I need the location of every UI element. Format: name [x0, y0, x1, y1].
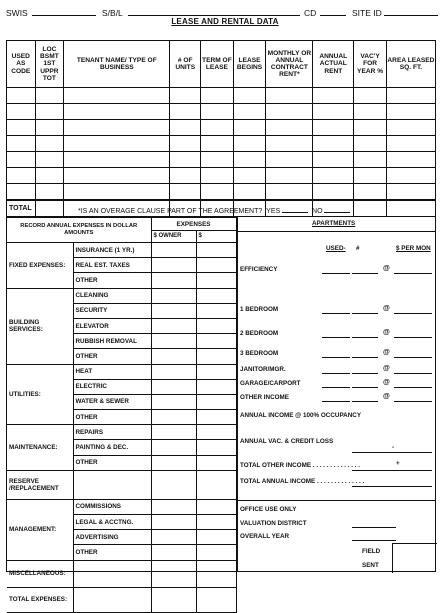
- used-field[interactable]: [322, 401, 350, 402]
- total-label: TOTAL: [7, 200, 36, 217]
- item-other: OTHER: [73, 273, 151, 288]
- expenses-header: EXPENSES: [151, 218, 236, 231]
- other-income-field[interactable]: [352, 470, 432, 471]
- apartment-row-label: GARAGE/CARPORT: [240, 380, 301, 387]
- item-real-estate-taxes: REAL EST. TAXES: [73, 258, 151, 273]
- overage-question: [78, 206, 350, 215]
- overage-yes-field[interactable]: [282, 206, 308, 213]
- office-rule: [238, 500, 435, 501]
- item-water-sewer: WATER & SEWER: [73, 394, 151, 409]
- table-row[interactable]: [7, 88, 436, 104]
- dollar-label: $: [196, 231, 236, 243]
- field-label: FIELD: [362, 548, 381, 555]
- used-label: USED-: [326, 245, 346, 252]
- apartment-row-label: JANITOR/MGR.: [240, 366, 286, 373]
- swis-label: SWIS: [6, 8, 28, 18]
- unit-count-field[interactable]: [352, 313, 378, 314]
- amount-cell[interactable]: [196, 243, 236, 258]
- item-legal-accounting: LEGAL & ACCTNG.: [73, 515, 151, 530]
- at-sign: @: [383, 265, 390, 272]
- item-other: OTHER: [73, 410, 151, 425]
- item-repairs: REPAIRS: [73, 425, 151, 440]
- apartments-title: APARTMENTS: [312, 220, 356, 227]
- col-vacancy: VAC'Y FOR YEAR %: [354, 41, 387, 88]
- item-commissions: COMMISSIONS: [73, 499, 151, 514]
- at-sign: @: [383, 329, 390, 336]
- used-field[interactable]: [322, 357, 350, 358]
- col-contract-rent: MONTHLY OR ANNUAL CONTRACT RENT*: [266, 41, 313, 88]
- sent-label: SENT: [362, 562, 379, 569]
- group-maintenance: MAINTENANCE:: [7, 425, 73, 471]
- group-fixed-expenses: FIXED EXPENSES:: [7, 243, 73, 289]
- site-id-field[interactable]: [384, 6, 438, 16]
- minus-sign: -: [392, 444, 395, 451]
- per-month-field[interactable]: [394, 337, 432, 338]
- site-id-label: SITE ID: [352, 8, 382, 18]
- cd-label: CD: [304, 8, 317, 18]
- item-other: OTHER: [73, 349, 151, 364]
- annual-vac-label: ANNUAL VAC. & CREDIT LOSS: [240, 438, 334, 445]
- total-annual-income-label: TOTAL ANNUAL INCOME . . . . . . . . . . . . . .: [240, 478, 365, 485]
- at-sign: @: [383, 305, 390, 312]
- office-use-label: OFFICE USE ONLY: [240, 506, 297, 513]
- col-lease-begins: LEASE BEGINS: [233, 41, 266, 88]
- item-rubbish-removal: RUBBISH REMOVAL: [73, 334, 151, 349]
- plus-sign: +: [396, 460, 400, 467]
- sbl-label: S/B/L: [102, 8, 123, 18]
- apartment-row-label: 2 BEDROOM: [240, 330, 279, 337]
- col-units: # OF UNITS: [170, 41, 201, 88]
- apartment-row-label: OTHER INCOME: [240, 394, 289, 401]
- col-location: LOC BSMT 1ST UPPR TOT: [35, 41, 64, 88]
- per-month-field[interactable]: [394, 273, 432, 274]
- unit-count-field[interactable]: [352, 401, 378, 402]
- sbl-field[interactable]: [128, 6, 300, 16]
- swis-field[interactable]: [32, 6, 96, 16]
- item-security: SECURITY: [73, 303, 151, 318]
- item-heat: HEAT: [73, 364, 151, 379]
- at-sign: @: [383, 365, 390, 372]
- vac-field[interactable]: [352, 452, 432, 453]
- item-painting: PAINTING & DEC.: [73, 440, 151, 455]
- apartment-row-label: 3 BEDROOM: [240, 350, 279, 357]
- col-actual-rent: ANNUAL ACTUAL RENT: [313, 41, 354, 88]
- table-row[interactable]: [7, 184, 436, 201]
- per-month-label: $ PER MON: [396, 245, 431, 252]
- group-reserve-replacement: RESERVE /REPLACEMENT: [7, 470, 73, 499]
- item-other: OTHER: [73, 455, 151, 470]
- group-utilities: UTILITIES:: [7, 364, 73, 425]
- unit-count-field[interactable]: [352, 273, 378, 274]
- lease-table: [6, 40, 436, 217]
- item-electric: ELECTRIC: [73, 379, 151, 394]
- unit-count-field[interactable]: [352, 357, 378, 358]
- overall-year-field[interactable]: [352, 540, 396, 541]
- number-label: #: [356, 245, 360, 252]
- used-field[interactable]: [322, 273, 350, 274]
- group-total-expenses: TOTAL EXPENSES:: [7, 587, 73, 612]
- per-month-field[interactable]: [394, 387, 432, 388]
- table-row[interactable]: [7, 120, 436, 136]
- valuation-district-field[interactable]: [352, 527, 396, 528]
- col-tenant-name: TENANT NAME/ TYPE OF BUSINESS: [64, 41, 170, 88]
- at-sign: @: [383, 379, 390, 386]
- item-insurance: INSURANCE (1 YR.): [73, 243, 151, 258]
- overage-question-text: *IS AN OVERAGE CLAUSE PART OF THE AGREEMENT?: [78, 208, 263, 215]
- item-advertising: ADVERTISING: [73, 530, 151, 545]
- at-sign: @: [383, 393, 390, 400]
- overall-year-label: OVERALL YEAR: [240, 533, 290, 540]
- at-sign: @: [383, 349, 390, 356]
- overage-no-label: NO: [312, 208, 323, 215]
- form-title: LEASE AND RENTAL DATA: [171, 17, 279, 26]
- col-area: AREA LEASED SQ. FT.: [386, 41, 435, 88]
- unit-count-field[interactable]: [352, 337, 378, 338]
- group-miscellaneous: MISCELLANEOUS:: [7, 560, 73, 587]
- table-row[interactable]: [7, 152, 436, 168]
- field-sent-box[interactable]: [392, 543, 437, 573]
- group-building-services: BUILDING SERVICES:: [7, 288, 73, 364]
- group-management: MANAGEMENT:: [7, 499, 73, 560]
- used-field[interactable]: [322, 337, 350, 338]
- apartments-rule: [238, 231, 435, 232]
- apartment-row-label: 1 BEDROOM: [240, 306, 279, 313]
- cd-field[interactable]: [320, 6, 346, 16]
- per-month-field[interactable]: [394, 373, 432, 374]
- overage-yes-label: YES: [266, 208, 281, 215]
- owner-label: $ OWNER: [151, 231, 196, 243]
- expenses-table: [7, 217, 237, 613]
- col-used-as-code: USED AS CODE: [7, 41, 36, 88]
- per-month-field[interactable]: [394, 401, 432, 402]
- total-other-income-label: TOTAL OTHER INCOME . . . . . . . . . . . . . .: [240, 462, 361, 469]
- table-row[interactable]: [7, 168, 436, 184]
- owner-cell[interactable]: [151, 243, 196, 258]
- item-cleaning: CLEANING: [73, 288, 151, 303]
- unit-count-field[interactable]: [352, 373, 378, 374]
- unit-count-field[interactable]: [352, 387, 378, 388]
- apartment-row-label: EFFICIENCY: [240, 266, 278, 273]
- record-expenses-label: RECORD ANNUAL EXPENSES IN DOLLAR AMOUNTS: [7, 218, 151, 243]
- item-other: OTHER: [73, 545, 151, 560]
- col-term: TERM OF LEASE: [201, 41, 234, 88]
- used-field[interactable]: [322, 313, 350, 314]
- table-row[interactable]: [7, 136, 436, 152]
- used-field[interactable]: [322, 387, 350, 388]
- used-field[interactable]: [322, 373, 350, 374]
- item-elevator: ELEVATOR: [73, 318, 151, 333]
- table-row[interactable]: [7, 104, 436, 120]
- annual-income-label: ANNUAL INCOME @ 100% OCCUPANCY: [240, 412, 362, 419]
- per-month-field[interactable]: [394, 313, 432, 314]
- overage-no-field[interactable]: [324, 206, 350, 213]
- per-month-field[interactable]: [394, 357, 432, 358]
- valuation-district-label: VALUATION DISTRICT: [240, 520, 307, 527]
- annual-income-field[interactable]: [352, 486, 432, 487]
